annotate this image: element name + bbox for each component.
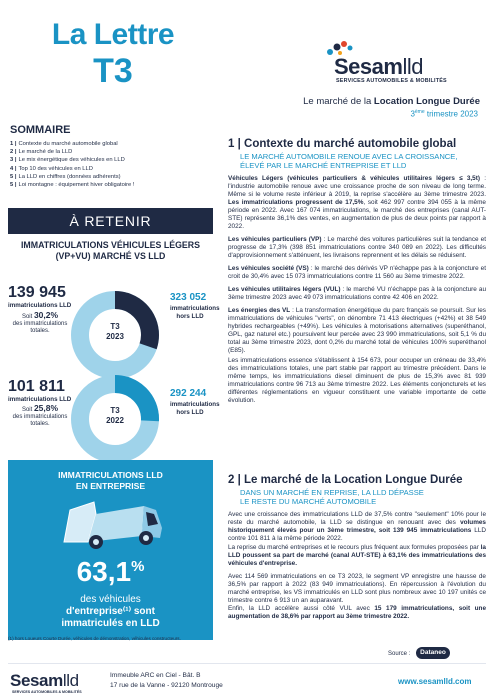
- section-1: [228, 138, 486, 405]
- table-of-contents: [10, 124, 215, 189]
- dataneo-logo: Dataneo: [416, 647, 450, 659]
- toc-title: SOMMAIRE: [10, 124, 71, 136]
- footnote: (1) hors Loueurs Courte Durée, véhicules de démonstration, véhicules constructeurs.: [8, 636, 181, 641]
- section-1-paragraph-energies: Les énergies des VL : La transformation énergétique du parc français se poursuit. Sur les immatriculations de véhicules "verts", on dénombre 71 413 électriques (+42%) et 38 549 hybrides rechargeables (+49%). Les véhicules à motorisations alternatives (superéthanol, GPL, gaz naturel etc.) poursuivent leur percée avec 23 990 immatriculations, soit 5,1 % du total au 3ème trimestre 2023, dont 0,2% du marché total de véhicules 100% superéthanol (E85).: [228, 307, 487, 354]
- section-2-paragraph-share: La reprise du marché entreprises et le recours plus fréquent aux formules proposées par la LLD poussent sa part de marché (canal AUT-STE) à 63,1% des immatriculations des véhicules d'entreprise.: [228, 544, 486, 567]
- section-2-subtitle: DANS UN MARCHÉ EN REPRISE, LA LLD DÉPASSE LE RESTE DU MARCHÉ AUTOMOBILE: [240, 488, 424, 506]
- donut-2023: [68, 288, 162, 382]
- lld-enterprise-title: IMMATRICULATIONS LLD EN ENTREPRISE: [58, 470, 163, 491]
- toc-item[interactable]: 5 | La LLD en chiffres (données adhérents): [10, 173, 121, 180]
- footer-logo-subtitle: SERVICES AUTOMOBILES & MOBILITÉS: [12, 690, 82, 694]
- lld-enterprise-line-2: d'entreprise⁽¹⁾ sont: [66, 606, 155, 617]
- section-2-paragraph-segments: Avec 114 569 immatriculations en ce T3 2023, le segment VP enregistre une hausse de 36,5% par rapport à 2022 (83 949 immatriculations). En répercussion à l'évolution du marché entreprise, les VS immatriculés en LLD sont plus nombreux avec 10 197 unités ce trimestre contre 6 913 un an auparavant. Enfin, la LLD accélère aussi côté VUL avec 15 179 immatriculations, soit une augmentation de 38,6% par rapport au 3ème trimestre 2022.: [228, 573, 486, 620]
- section-2-paragraph-growth: Avec une croissance des immatriculations LLD de 37,5% contre "seulement" 10% pour le reste du marché automobile, la LLD se distingue en renouant avec des volumes historiquement élevés pour un 3ème trimestre, soit 139 945 immatriculations LLD contre 101 811 à la même période 2022.: [228, 511, 487, 542]
- lld-label-2023: immatriculations LLD: [8, 302, 72, 309]
- footer-logo: [10, 668, 90, 698]
- lld-value-2023: 139 945: [8, 284, 66, 301]
- section-1-paragraph-vul: Les véhicules utilitaires légers (VUL) : le marché VU n'échappe pas à la conjoncture au 3ème trimestre 2023 avec 49 073 immatriculations contre 42 406 en 2022.: [228, 286, 486, 301]
- toc-item[interactable]: 3 | Le mix énergétique des véhicules en LLD: [10, 157, 125, 164]
- section-1-paragraph-vl: Véhicules Légers (véhicules particuliers & véhicules utilitaires légers ≤ 3,5t) : l'industrie automobile renoue avec une croissance proche de son niveau de long terme. Même si le volume reste inférieur à 2019, la reprise s'accélère au 3ème trimestre 2023. Les immatriculations progressent de 17,5%, soit 462 997 contre 394 055 à la même période en 2022. Avec 167 074 immatriculations, le marché des entreprises (canal AUT-STE) représente 36,1% des ventes, en augmentation de plus de deux points par rapport à 2022.: [228, 175, 486, 230]
- website-link[interactable]: www.sesamlld.com: [398, 677, 472, 686]
- lld-enterprise-line-3: immatriculés en LLD: [61, 618, 160, 629]
- section-2: [228, 474, 486, 621]
- logo-wordmark: Sesamlld: [334, 54, 423, 79]
- section-1-paragraph-fuel: Les immatriculations essence s'établissent à 154 673, pour occuper un créneau de 33,4% des immatriculations totales, une part stable par rapport au trimestre précédent. Dans le même temps, les immatriculations diesel diminuent de plus de 15,3% avec 81 939 immatriculations contre 96 713 au 3ème trimestre 2022. Les éléments conjoncturels et les différentes réglementations en vigueur constituent une variable importante de cette évolution.: [228, 357, 486, 404]
- lld-value-2022: 101 811: [8, 378, 65, 395]
- other-label-2022: immatriculations hors LLD: [170, 401, 220, 416]
- other-value-2023: 323 052: [170, 292, 207, 303]
- lld-enterprise-line-1: des véhicules: [80, 594, 141, 605]
- toc-item[interactable]: 4 | Top 10 des véhicules en LLD: [10, 165, 93, 172]
- newsletter-title: [8, 18, 218, 90]
- other-value-2022: 292 244: [170, 388, 207, 399]
- source-label: Source :: [388, 651, 411, 657]
- footer-logo-wordmark: Sesamlld: [10, 671, 79, 690]
- footer-address: Immeuble ARC en Ciel - Bât. B 17 rue de la Vanne - 92120 Montrouge: [110, 672, 223, 689]
- donut-2022: [68, 372, 162, 466]
- title-line-1: La Lettre: [51, 18, 175, 51]
- vl-registrations-title: IMMATRICULATIONS VÉHICULES LÉGERS (VP+VU) MARCHÉ VS LLD: [20, 240, 201, 261]
- footer-divider: [8, 663, 486, 664]
- logo-subtitle: SERVICES AUTOMOBILES & MOBILITÉS: [336, 78, 447, 84]
- lld-share-2023: Soit 30,2% des immatriculations totales.: [12, 310, 68, 334]
- lld-share-2022: Soit 25,8% des immatriculations totales.: [12, 403, 68, 427]
- toc-item[interactable]: 2 | Le marché de la LLD: [10, 149, 73, 156]
- a-retenir-banner: À RETENIR: [8, 208, 213, 234]
- sesamlld-logo: [290, 36, 465, 86]
- toc-item[interactable]: 5 | Loi montagne : équipement hiver obligatoire !: [10, 182, 135, 189]
- quarter-label: 3ème trimestre 2023: [410, 109, 478, 119]
- other-label-2023: immatriculations hors LLD: [170, 305, 220, 320]
- donut-center-label-2023: T3 2023: [106, 322, 124, 341]
- lld-enterprise-box: [8, 460, 213, 640]
- toc-item[interactable]: 1 | Contexte du marché automobile global: [10, 141, 118, 147]
- section-2-heading: 2 | Le marché de la Location Longue Durée: [228, 474, 463, 486]
- tagline: Le marché de la Location Longue Durée: [303, 96, 480, 107]
- section-1-heading: 1 | Contexte du marché automobile global: [228, 138, 457, 150]
- donut-center-label-2022: T3 2022: [106, 406, 124, 425]
- section-1-subtitle: LE MARCHÉ AUTOMOBILE RENOUE AVEC LA CROISSANCE, ÉLEVÉ PAR LE MARCHÉ ENTREPRISE ET LLD: [240, 152, 458, 170]
- title-line-2: T3: [93, 52, 133, 90]
- section-1-paragraph-vp: Les véhicules particuliers (VP) : Le marché des voitures particulières suit la tendance et progresse de 17,3% (398 851 immatriculations contre 340 089 en 2022). Les difficultés d'approvisionnement s'atténuent, les livraisons reprennent et les délais se réduisent.: [228, 236, 486, 259]
- lld-label-2022: immatriculations LLD: [8, 396, 72, 403]
- delivery-truck-icon: [58, 496, 168, 554]
- section-1-paragraph-vs: Les véhicules société (VS) : le marché des dérivés VP n'échappe pas à la conjoncture et croit de 30,4% avec 15 073 immatriculations contre 11 560 au 3ème trimestre 2022.: [228, 265, 486, 280]
- lld-enterprise-percentage: 63,1%: [76, 556, 145, 587]
